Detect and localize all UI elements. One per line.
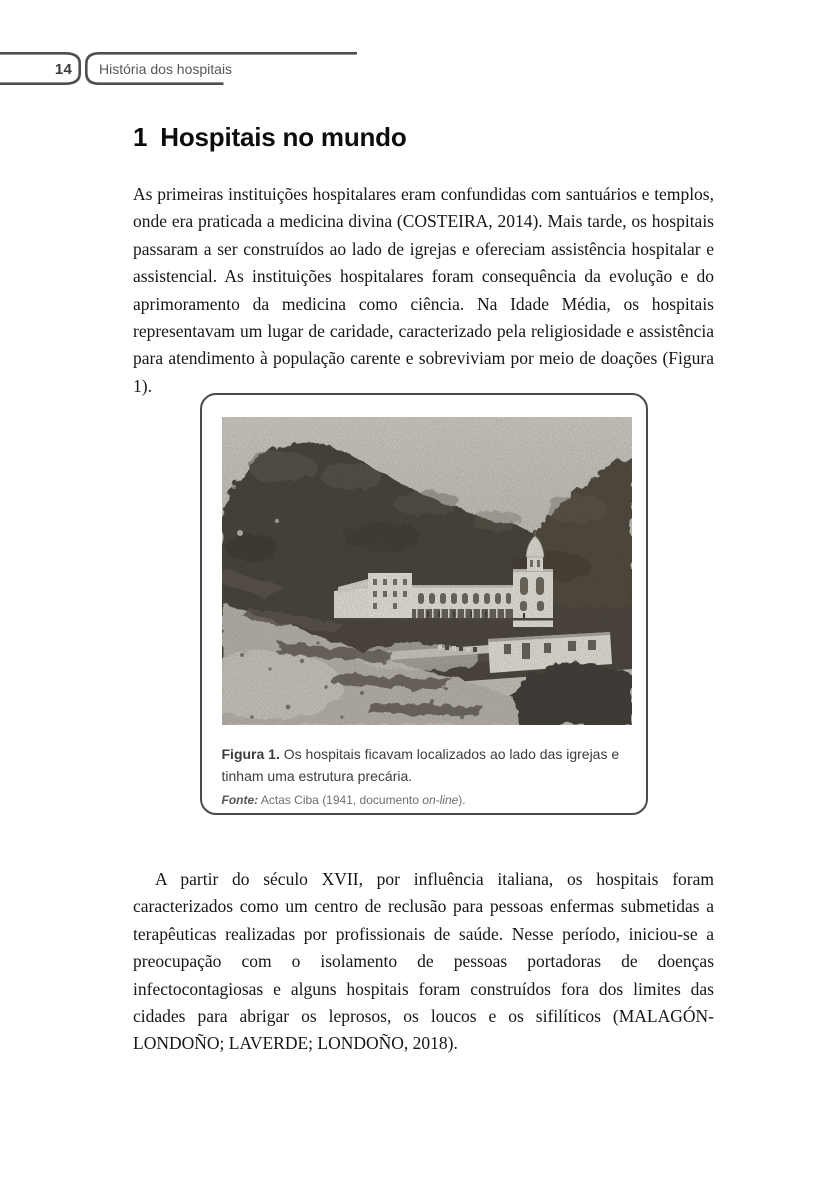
page-number: 14 bbox=[54, 61, 72, 78]
header-tab-outlines bbox=[0, 0, 400, 100]
figure-caption-text: Os hospitais ficavam localizados ao lado das igrejas e tinham uma estrutura precária. bbox=[221, 746, 620, 784]
source-label: Fonte: bbox=[221, 793, 259, 807]
historic-hospital-photo-illustration bbox=[222, 417, 632, 725]
source-text: Actas Ciba (1941, documento bbox=[258, 793, 423, 807]
paragraph-1: As primeiras instituições hospitalares eram confundidas com santuários e templos, onde era praticada a medicina divina (COSTEIRA, 2014). Mais tarde, os hospitais passaram a ser construídos ao lado de igrejas e ofereciam assistência hospitalar e assistencial. As instituições hospitalares foram consequência da evolução e do aprimoramento da medicina como ciência. Na Idade Média, os hospitais representavam um lugar de caridade, caracterizado pela religiosidade e assistência para atendimento à população carente e sobreviviam por meio de doações (Figura 1). bbox=[133, 184, 714, 396]
figure-label: Figura 1. bbox=[221, 746, 280, 762]
page-header bbox=[0, 0, 827, 100]
running-title: História dos hospitais bbox=[99, 61, 233, 77]
figure-source bbox=[222, 793, 636, 807]
figure-photo bbox=[222, 417, 632, 725]
section-title: Hospitais no mundo bbox=[160, 122, 407, 152]
source-text-end: ). bbox=[458, 793, 466, 807]
source-italic-term: on-line bbox=[422, 793, 459, 807]
paragraph-2: A partir do século XVII, por influência italiana, os hospitais foram caracterizados como um centro de reclusão para pessoas enfermas submetidas a terapêuticas realizadas por profissionais de saúde. Nesse período, iniciou-se a preocupação com o isolamento de pessoas portadoras de doenças infectocontagiosas e alguns hospitais foram construídos fora dos limites das cidades para abrigar os leprosos, os loucos e os sifilíticos (MALAGÓN-LONDOÑO; LAVERDE; LONDOÑO, 2018). bbox=[133, 869, 714, 1054]
figure-box bbox=[200, 393, 648, 815]
section-heading bbox=[133, 122, 407, 153]
section-number: 1 bbox=[133, 122, 148, 152]
figure-caption bbox=[222, 744, 636, 787]
